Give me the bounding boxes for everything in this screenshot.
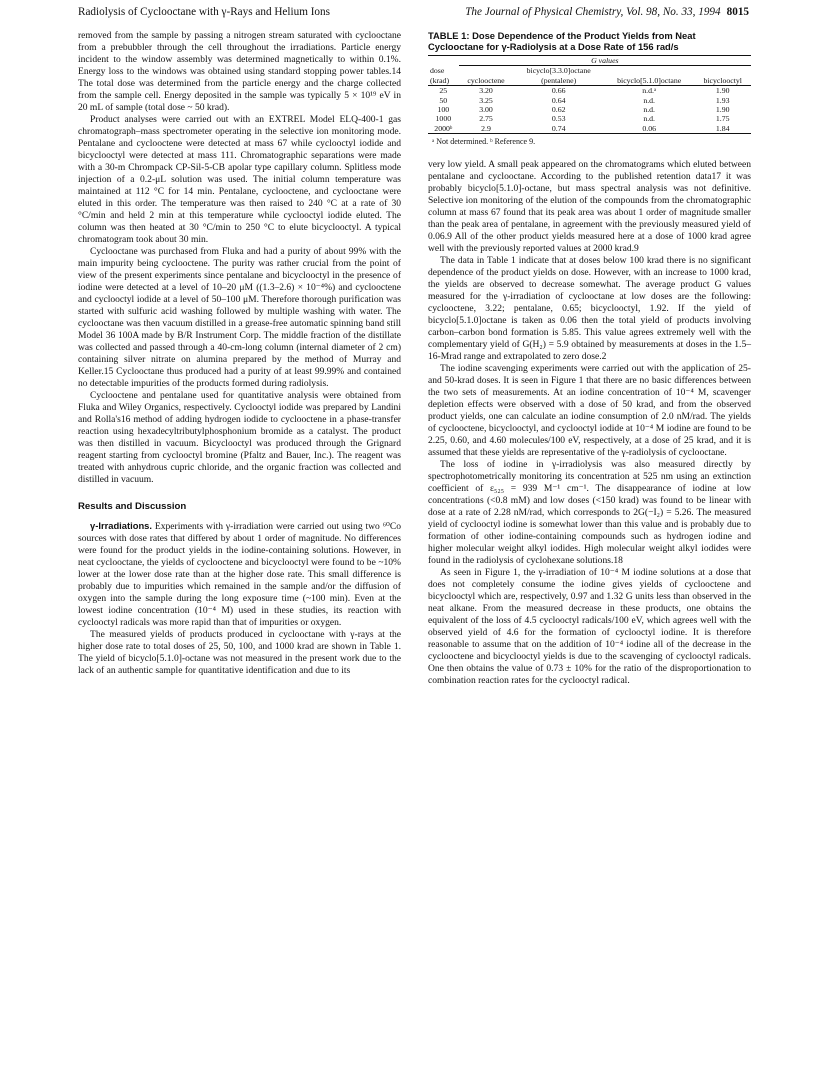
cell-bicyclo510: 0.06 <box>604 124 695 134</box>
table-row <box>428 96 751 105</box>
table-group-header: G values <box>459 56 751 66</box>
cell-cyclooctene: 3.25 <box>479 95 493 105</box>
header-bicyclo510: bicyclo[5.1.0]octane <box>604 76 695 86</box>
cell-pentalene: 0.66 <box>551 86 566 96</box>
runin-gamma-irradiations: γ-Irradiations. <box>90 520 152 531</box>
cell-dose: 50 <box>439 95 448 105</box>
header-pentalene-line1: bicyclo[3.3.0]octane <box>526 66 591 76</box>
cell-dose: 1000 <box>435 114 452 124</box>
left-paragraph-5-text: Experiments with γ-irradiation were carried out using two ⁶⁰Co sources with dose rates that differed by about 1 order of magnitude. No differences were found for the product yields in the iodine-containing solutions. However, in neat cyclooctane, the yields of cyclooctene and bicyclooctyl were found to be ~10% lower at the lower dose rate than at the higher dose rate. This small difference is probably due to impurities which remained in the sample and/or the diffusion of oxygen into the sample during the long exposure time (~100 min). Even at the lowest iodine concentration (10⁻⁴ M) used in these studies, its reaction with cyclooctyl radicals was more rapid than that of impurities or oxygen. <box>78 521 402 628</box>
page-number: 8015 <box>726 6 749 18</box>
header-dose-line2: (krad) <box>428 76 459 86</box>
cell-pentalene: 0.64 <box>551 95 566 105</box>
table-1 <box>428 30 751 147</box>
table-group-header-row <box>428 56 751 66</box>
cell-bicyclo510: n.d. <box>643 114 656 124</box>
left-paragraph-5 <box>78 520 401 629</box>
table-row <box>428 114 751 123</box>
left-paragraph-1: removed from the sample by passing a nitrogen stream saturated with cyclooctane from a prebubbler through the cell throughout the irradiations. Particle energy incident to the window assembly was determined magnetically to within 0.1%. Energy loss to the windows was obtained using standard stopping power tables.14 The total dose was determined from the particle energy and the charge collected from the sample cell. Energy deposited in the sample was typically 5 × 10¹⁹ eV in 20 mL of sample (total dose ~ 50 krad). <box>78 30 401 113</box>
cell-bicyclooctyl: 1.84 <box>694 124 751 134</box>
data-table <box>428 55 751 134</box>
left-paragraph-3: Cyclooctane was purchased from Fluka and had a purity of about 99% with the main impurity being cyclooctene. The purity was rather crucial from the point of view of the present experiments since pentalane and bicyclooctyl in the presence of iodine were detected at a level of 10–20 μM ((1.3–2.6) × 10⁻⁴%) and cyclooctene and cyclooctyl iodide at a level of 50–100 μM. Therefore thorough purification was started with sulfuric acid washing followed by multiple washing with water. The cyclooctane was then vacuum distilled in a grease-free automatic spinning band still Model 36 100A made by B/R Instrument Corp. The middle fraction of the distillate was collected and passed through a 40-cm-long column (internal diameter of 2 cm) containing silver nitrate on alumina prepared by the method of Murray and Keller.15 Cyclooctane thus produced had a purity of at least 99.99% and contained no detectable impurities of the products formed during radiolysis. <box>78 246 401 389</box>
table-footnotes: ᵃ Not determined. ᵇ Reference 9. <box>432 137 536 147</box>
cell-pentalene: 0.62 <box>551 105 566 115</box>
cell-cyclooctene: 3.20 <box>479 86 493 96</box>
cell-bicyclooctyl: 1.90 <box>715 105 730 115</box>
cell-bicyclo510: n.d. <box>643 95 656 105</box>
header-pentalene-line2: (pentalene) <box>513 76 604 86</box>
cell-pentalene: 0.74 <box>513 124 604 134</box>
cell-bicyclooctyl: 1.75 <box>715 114 730 124</box>
right-paragraph-3: The iodine scavenging experiments were carried out with the application of 25- and 50-krad doses. It is seen in Figure 1 that there are no basic differences between the two sets of measurements. At an iodine concentration of 10⁻⁴ M, scavenger depletion effects were observed with a dose of 50 krad, and from the observed product yields, one can calculate an iodine consumption of 2.0 nM/rad. The yields of cyclooctene, bicyclooctyl, and cyclooctyl iodide at 10⁻⁴ M iodine are found to be 2.25, 0.60, and 4.60 molecules/100 eV, respectively, at a dose of 25 krad, and it is assumed that these yields are representative of the γ-radiolysis of cyclooctane. <box>428 363 751 459</box>
header-spacer-1 <box>459 66 514 76</box>
cell-bicyclo510: n.d.ᵃ <box>642 86 657 96</box>
journal-citation: The Journal of Physical Chemistry, Vol. 98, No. 33, 1994 <box>465 6 721 18</box>
cell-pentalene: 0.53 <box>551 114 566 124</box>
cell-cyclooctene: 2.75 <box>479 114 493 124</box>
header-cyclooctene: cyclooctene <box>459 76 514 86</box>
header-spacer-2 <box>604 66 695 76</box>
table-header-spacer <box>428 56 459 66</box>
cell-bicyclooctyl: 1.90 <box>715 86 730 96</box>
running-head <box>78 6 749 22</box>
left-paragraph-4: Cyclooctene and pentalane used for quantitative analysis were obtained from Fluka and Wiley Organics, respectively. Cyclooctyl iodide was prepared by Landini and Rolla's16 method of adding hydrogen iodide to cyclooctene in a phase-transfer reaction using hexadecyltributylphosphonium bromide as a catalyst. The product was then distilled in vacuum. Bicyclooctyl was produced through the Grignard reagent starting from cyclooctyl bromine (Pfaltz and Bauer, Inc.). The reagent was treated with anhydrous cupric chloride, and the organic fraction was collected and distilled in vacuum. <box>78 390 401 485</box>
table-header-row-2 <box>428 76 751 86</box>
header-dose-line1: dose <box>430 66 445 76</box>
cell-cyclooctene: 2.9 <box>459 124 514 134</box>
running-head-journal <box>465 6 749 18</box>
cell-cyclooctene: 3.00 <box>479 105 493 115</box>
table-row <box>428 86 751 96</box>
cell-bicyclooctyl: 1.93 <box>715 95 730 105</box>
left-paragraph-2: Product analyses were carried out with an EXTREL Model ELQ-400-1 gas chromatograph–mass spectrometer operating in the selective ion monitoring mode. Pentalane and cyclooctene were detected at mass 67 while cyclooctyl iodide and bicyclooctyl were detected at mass 111. Chromatographic separations were made with a 30-m Chrompack CP-Sil-5-CB apolar type capillary column. Splitless mode injection of a 0.2-μL solution was used. The initial column temperature was maintained at 112 °C for 14 min. Pentalane, cyclooctene, and cyclooctane were eluted in this order. The temperature was then raised to 240 °C at a rate of 30 °C/min and held 2 min at this temperature while cyclooctyl iodide eluted. The column was then heated at 30 °C/min to 250 °C to elute bicyclooctyl. A typical chromatogram took about 30 min. <box>78 114 401 245</box>
running-head-title: Radiolysis of Cyclooctane with γ-Rays and Helium Ions <box>78 6 330 18</box>
table-title: TABLE 1: Dose Dependence of the Product Yields from Neat Cyclooctane for γ-Radiolysis at a Dose Rate of 156 rad/s <box>428 30 696 52</box>
cell-dose: 2000ᵇ <box>428 124 459 134</box>
right-column <box>428 30 751 687</box>
section-heading-results: Results and Discussion <box>78 501 187 512</box>
right-paragraph-5: As seen in Figure 1, the γ-irradiation of 10⁻⁴ M iodine solutions at a dose that does not completely consume the iodine gives yields of cyclooctene and bicyclooctyl which are, respectively, 0.97 and 1.32 G units less than observed in the neat alkane. From the measured decrease in these products, one obtains the equivalent of the loss of 4.5 cyclooctyl radicals/100 eV, which agrees well with the observed yield of 4.6 for the formation of cyclooctyl iodine. It is therefore reasonable to assume that on the addition of 10⁻⁴ iodine all of the decrease in the cyclooctene and bicyclooctyl yields is due to the scavenging of cyclooctyl radicals. One then obtains the value of 0.73 ± 10% for the ratio of the disproportionation to combination reaction rates for the cyclooctyl radical. <box>428 567 751 687</box>
right-paragraph-1: very low yield. A small peak appeared on the chromatograms which eluted between pentalane and cyclooctane. According to the published retention data17 it was probably bicyclo[5.1.0]-octane, but mass spectral analysis was not definitive. Selective ion monitoring of the elution of the compounds from the chromatographic column at mass 67 found that its peak area was about 1 order of magnitude smaller than the peak area of pentalane, in agreement with the previously measured yield of 0.06.9 All of the other product yields measured here at a dose of 1000 krad agree well with the previously reported values at 2000 krad.9 <box>428 159 751 255</box>
cell-dose: 25 <box>439 86 448 96</box>
left-column <box>78 30 401 677</box>
header-spacer-3 <box>694 66 751 76</box>
header-bicyclooctyl: bicyclooctyl <box>694 76 751 86</box>
right-paragraph-2: The data in Table 1 indicate that at doses below 100 krad there is no significant dependence of the product yields on dose. However, with an increase to 1000 krad, the yields are observed to decrease somewhat. The average product G values measured for the γ-irradiation of cyclooctane at low doses are the following: cyclooctene, 3.22; pentalane, 0.65; bicyclooctyl, 1.92. If the yield of bicyclo[5.1.0]octane is taken as 0.06 then the total yield of products involving carbon–carbon bond formation is 5.85. This value agrees extremely well with the complementary yield of G(H₂) = 5.9 obtained by measurements at doses in the 1.5–16-Mrad range and extrapolated to zero dose.2 <box>428 255 751 363</box>
right-paragraph-4: The loss of iodine in γ-irradiolysis was also measured directly by spectrophotometrically monitoring its concentration at 525 nm using an extinction coefficient of ε₅₂₅ = 939 M⁻¹ cm⁻¹. The disappearance of iodine at low concentrations (<0.8 mM) and low doses (<150 krad) was found to be linear with dose at a rate of 2.28 nM/rad, which corresponds to 2G(−I₂) = 5.26. The measured yield of cyclooctyl iodine is somewhat lower than this value and is probably due to formation of other iodine-containing compounds such as hydrogen iodine and higher molecular weight alkyl iodides. High molecular weight alkyl iodides were found in the radiolysis of cyclohexane solutions.18 <box>428 459 751 567</box>
cell-dose: 100 <box>437 105 450 115</box>
table-header-row-1 <box>428 66 751 76</box>
left-paragraph-6: The measured yields of products produced in cyclooctane with γ-rays at the higher dose rate to total doses of 25, 50, 100, and 1000 krad are shown in Table 1. The yield of bicyclo[5.1.0]-octane was not measured in the present work due to the lack of an authentic sample for quantitative identification and due to its <box>78 629 401 676</box>
table-row <box>428 124 751 134</box>
cell-bicyclo510: n.d. <box>643 105 656 115</box>
table-row <box>428 105 751 114</box>
